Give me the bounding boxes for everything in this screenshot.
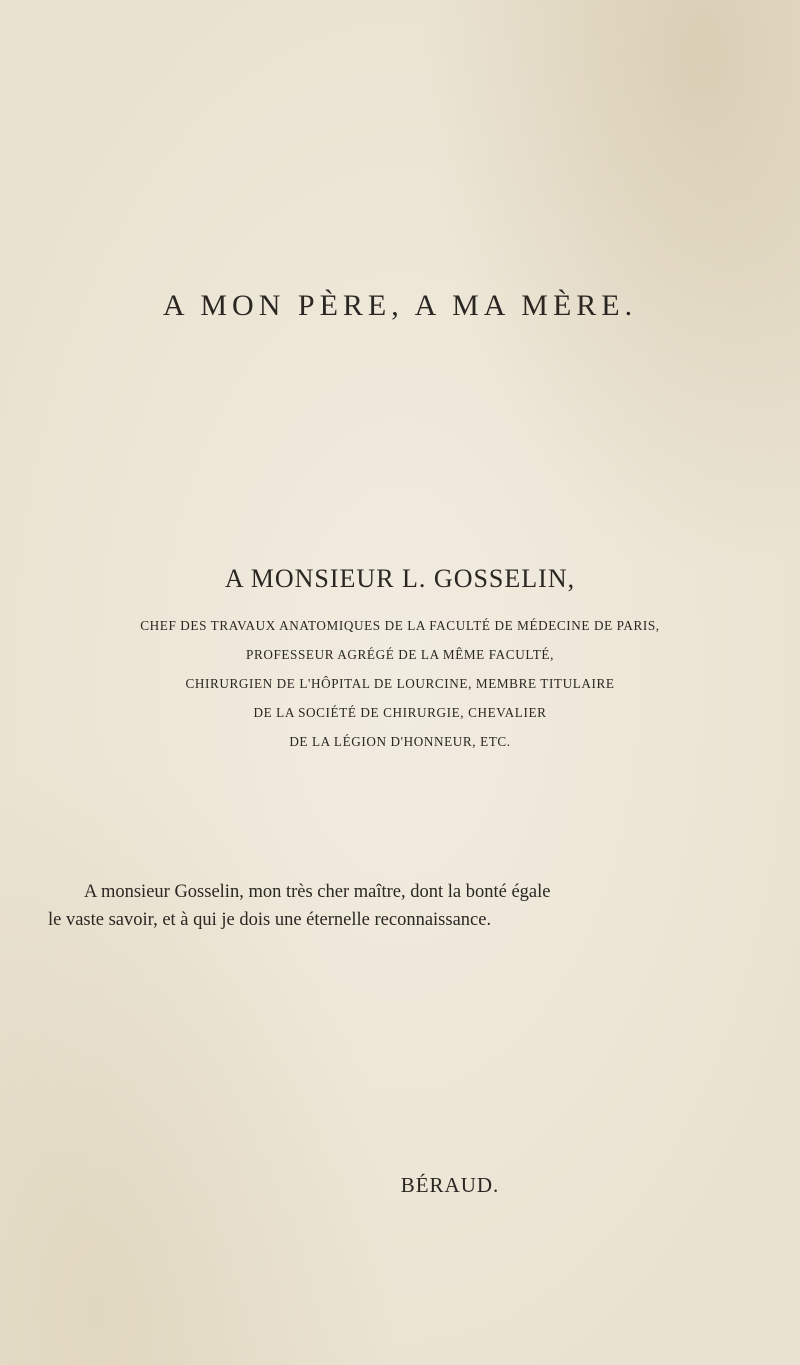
tribute-paragraph <box>48 878 760 934</box>
gosselin-titles <box>100 611 700 756</box>
title-line: CHIRURGIEN DE L'HÔPITAL DE LOURCINE, MEMBRE TITULAIRE <box>185 676 615 691</box>
title-line: DE LA LÉGION D'HONNEUR, ETC. <box>289 734 511 749</box>
tribute-line: le vaste savoir, et à qui je dois une éternelle reconnaissance. <box>48 910 492 930</box>
author-signature: BÉRAUD. <box>400 1173 500 1197</box>
tribute-line: A monsieur Gosselin, mon très cher maître, dont la bonté égale <box>84 882 551 902</box>
title-line: PROFESSEUR AGRÉGÉ DE LA MÊME FACULTÉ, <box>246 647 554 662</box>
title-line: CHEF DES TRAVAUX ANATOMIQUES DE LA FACULTÉ DE MÉDECINE DE PARIS, <box>140 618 660 633</box>
title-line: DE LA SOCIÉTÉ DE CHIRURGIE, CHEVALIER <box>253 705 547 720</box>
dedication-to-gosselin: A MONSIEUR L. GOSSELIN, <box>224 564 576 593</box>
dedication-to-parents: A MON PÈRE, A MA MÈRE. <box>162 289 638 322</box>
